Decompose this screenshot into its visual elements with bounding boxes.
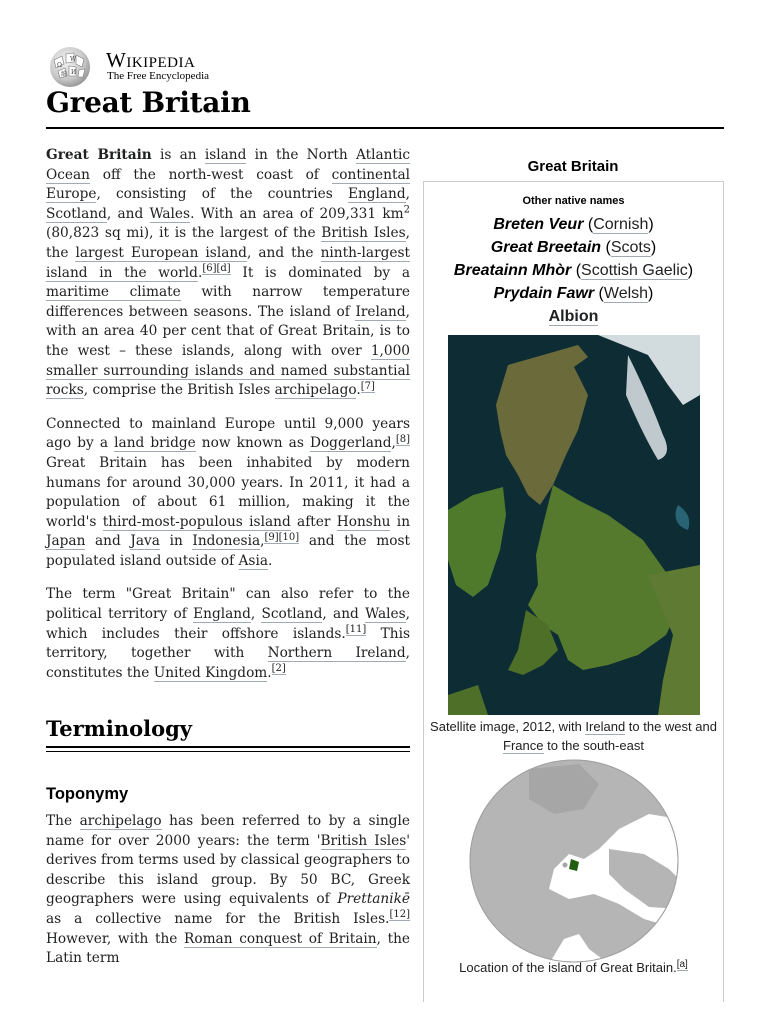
ref-12[interactable]: [12] (389, 909, 410, 921)
text: off the north-west coast of (89, 166, 332, 183)
subsection-heading-toponymy: Toponymy (46, 785, 129, 803)
link-archipelago[interactable]: archipelago (79, 813, 162, 829)
link-archipelago[interactable]: archipelago (274, 382, 357, 399)
link-scotland[interactable]: Scotland (261, 606, 323, 623)
infobox-caption: Great Britain (527, 158, 619, 175)
text: , (391, 435, 396, 452)
link-smaller-islands[interactable]: 1,000 smaller surrounding islands and named substantial rocks (46, 342, 410, 399)
italic-term: Prettanikē (337, 891, 410, 908)
link-lang-scots[interactable]: Scots (610, 239, 651, 256)
link-ireland[interactable]: Ireland (585, 719, 626, 734)
link-france[interactable]: France (503, 738, 544, 753)
text: , the Latin term (46, 930, 411, 967)
svg-text:Ω: Ω (57, 62, 62, 69)
text: However, with the (46, 930, 185, 947)
ref-7[interactable]: [7] (360, 380, 375, 392)
native-name: Prydain Fawr (493, 285, 595, 302)
svg-text:И: И (71, 69, 77, 76)
link-roman-conquest[interactable]: Roman conquest of Britain (184, 930, 377, 947)
text: . With an area of 209,331 km (190, 205, 404, 222)
locator-globe-map[interactable] (469, 759, 679, 964)
superscript: 2 (403, 204, 410, 216)
text: in (159, 533, 193, 550)
ref-8[interactable]: [8] (395, 433, 410, 445)
text: , and (106, 205, 150, 222)
text: has been referred to by a single name for over 2000 years: the term ' (46, 813, 410, 849)
infobox-subheader: Other native names (522, 195, 625, 207)
section-heading-terminology: Terminology (46, 716, 192, 741)
text: This territory, together with (46, 625, 411, 662)
text: It is dominated by a (230, 264, 410, 281)
infobox (423, 181, 724, 1002)
native-name: Breten Veur (493, 216, 584, 233)
link-northern-ireland[interactable]: Northern Ireland (267, 645, 406, 662)
satellite-image-caption (430, 717, 717, 755)
text: . (267, 552, 273, 569)
text: Connected to mainland Europe until 9,000 years ago by a (46, 415, 410, 452)
toponymy-body (46, 812, 410, 969)
native-name-welsh: Prydain Fawr (Welsh) (493, 285, 654, 302)
text: in the North (246, 147, 356, 163)
ref-10[interactable]: [10] (278, 531, 300, 543)
text: , (405, 186, 410, 203)
text: , the (46, 225, 410, 261)
native-name-scots: Great Breetain (Scots) (490, 239, 657, 256)
text: after (290, 513, 337, 530)
link-england[interactable]: England (347, 186, 406, 203)
text: Location of the island of Great Britain. (459, 960, 677, 975)
link-british-isles[interactable]: British Isles (321, 225, 406, 242)
text: , (260, 533, 265, 550)
native-name-cornish: Breten Veur (Cornish) (493, 216, 654, 233)
text: Satellite image, 2012, with (430, 719, 586, 734)
link-asia[interactable]: Asia (238, 552, 268, 569)
satellite-image[interactable] (448, 335, 700, 715)
link-land-bridge[interactable]: land bridge (114, 435, 196, 452)
link-ninth-largest-island[interactable]: ninth-largest island in the world (46, 244, 410, 281)
link-java[interactable]: Java (130, 533, 160, 550)
text: and the most populated island outside of (46, 533, 410, 569)
native-name: Great Breetain (490, 239, 602, 256)
text: , which includes their offshore islands. (46, 606, 410, 642)
text: . (267, 664, 272, 681)
text: (80,823 sq mi), it is the largest of the (46, 225, 322, 242)
text: , constitutes the (46, 645, 410, 681)
text: as a collective name for the British Isles. (46, 910, 390, 927)
link-wales[interactable]: Wales (149, 205, 191, 222)
link-largest-european-island[interactable]: largest European island (75, 244, 247, 261)
link-lang-scottish-gaelic[interactable]: Scottish Gaelic (581, 262, 688, 279)
link-british-isles[interactable]: British Isles (320, 832, 407, 849)
text: Great Britain has been inhabited by modern humans for around 30,000 years. In 2011, it had a population of about 61 million, making it the world's (46, 454, 410, 530)
section-divider (46, 746, 410, 752)
link-ireland[interactable]: Ireland (355, 303, 406, 320)
link-scotland[interactable]: Scotland (46, 205, 107, 222)
wikipedia-wordmark[interactable]: Wikipedia (106, 48, 196, 72)
link-wales[interactable]: Wales (365, 606, 406, 623)
ref-6[interactable]: [6] (202, 263, 217, 274)
toponymy-paragraph (46, 812, 410, 969)
text: to the west and (625, 719, 717, 734)
link-united-kingdom[interactable]: United Kingdom (153, 664, 268, 681)
ref-2[interactable]: [2] (271, 663, 286, 675)
text: , with an area 40 per cent that of Great Britain, is to the west – these islands, along with over (46, 303, 410, 359)
lead-paragraph-3 (46, 585, 410, 683)
link-third-most-populous-island[interactable]: third-most-populous island (102, 513, 291, 530)
text: The term "Great Britain" can also refer to the political territory of (46, 586, 410, 623)
albion-row (424, 308, 723, 326)
ref-d[interactable]: [d] (216, 263, 231, 274)
link-continental-europe[interactable]: continental Europe (46, 166, 410, 203)
text: ' derives from terms used by classical geographers to describe this island group. By 50 BC, Greek geographers were using equivalents of (46, 832, 410, 908)
text: and (85, 533, 131, 550)
link-indonesia[interactable]: Indonesia (192, 533, 261, 550)
link-lang-cornish[interactable]: Cornish (593, 216, 649, 233)
text: is an (151, 147, 205, 163)
bold-subject: Great Britain (46, 147, 152, 163)
text: , (250, 606, 262, 623)
lead-paragraph-2 (46, 415, 410, 572)
text: now known as (195, 435, 310, 452)
link-england[interactable]: England (193, 606, 251, 623)
link-maritime-climate[interactable]: maritime climate (46, 284, 181, 301)
page-title: Great Britain (46, 86, 251, 119)
link-doggerland[interactable]: Doggerland (309, 435, 392, 452)
title-divider (46, 127, 724, 129)
text: to the south-east (543, 738, 644, 753)
link-japan[interactable]: Japan (46, 533, 86, 550)
native-name-gaelic: Breatainn Mhòr (Scottish Gaelic) (453, 262, 694, 279)
link-honshu[interactable]: Honshu (336, 513, 391, 530)
ref-9[interactable]: [9] (264, 531, 279, 543)
text: with narrow temperature differences between seasons. The island of (46, 284, 410, 320)
text: . (356, 382, 361, 399)
text: , comprise the British Isles (83, 382, 275, 399)
lead-paragraph-1: Great Britain is an island in the North Atlantic Ocean off the north-west coast of continental Europe, consisting of the countries England, Scotland, and Wales. With an area of 209,331 $km^2$ (80,823 sq mi), it is the largest of the British Isles, the largest European island, and the ninth-largest island in the world.[6][d] It is dominated by a maritime climate with narrow temperature differences between seasons. The island of Ireland, with an area 40 per cent that of Great Britain, is to the west – these islands, along with over 1,000 smaller surrounding islands and named substantial rocks, comprise the British Isles archipelago.[7] (46, 147, 410, 399)
text: in (390, 513, 411, 530)
wikipedia-globe-logo[interactable] (46, 44, 94, 88)
native-name: Breatainn Mhòr (453, 262, 572, 279)
text: , and the (246, 244, 321, 261)
svg-text:維: 維 (61, 71, 68, 78)
ref-a[interactable]: [a] (676, 958, 688, 970)
article-lead (46, 146, 410, 697)
link-atlantic-ocean[interactable]: Atlantic Ocean (46, 147, 410, 183)
wikipedia-tagline: The Free Encyclopedia (107, 70, 210, 82)
text: , and (322, 606, 366, 623)
text: , consisting of the countries (96, 186, 348, 203)
link-lang-welsh[interactable]: Welsh (603, 285, 649, 302)
link-albion[interactable]: Albion (548, 308, 599, 325)
ref-11[interactable]: [11] (345, 624, 367, 636)
link-island[interactable]: island (204, 147, 247, 163)
svg-text:W: W (70, 56, 77, 63)
locator-map-caption (424, 960, 723, 975)
text: The (46, 813, 80, 829)
